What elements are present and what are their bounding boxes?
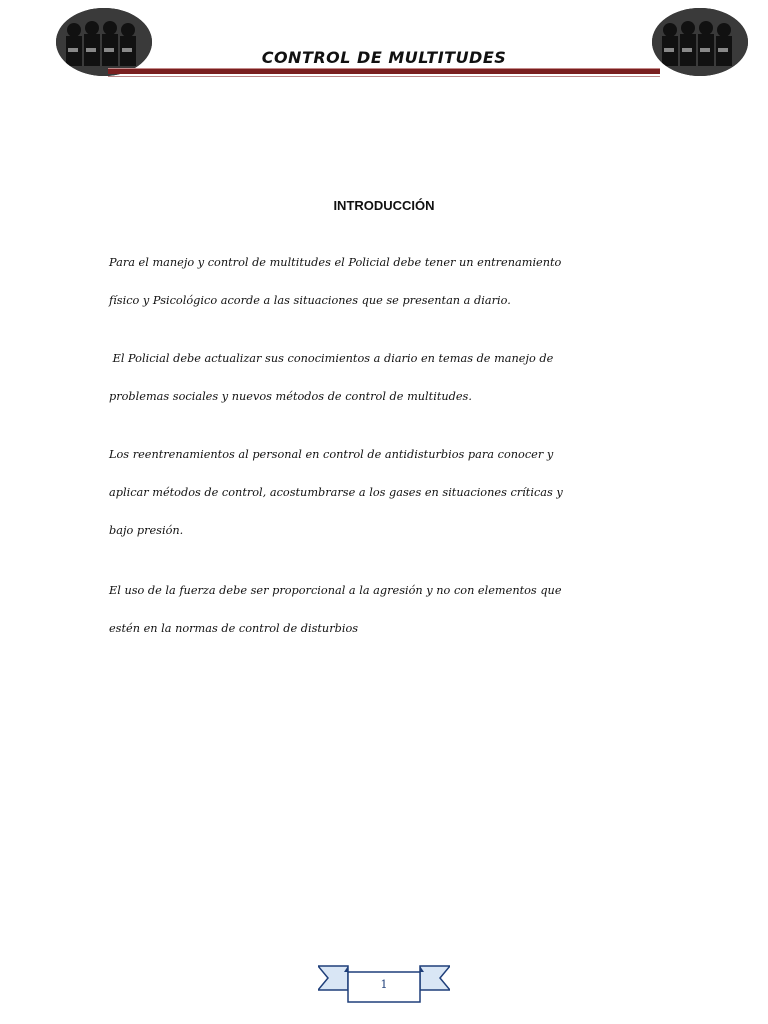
paragraph-line: Los reentrenamientos al personal en control de antidisturbios para conocer y (109, 448, 554, 461)
paragraph-3 (109, 436, 644, 550)
paragraph-line: El uso de la fuerza debe ser proporcional a la agresión y no con elementos que (109, 584, 562, 597)
section-title: INTRODUCCIÓN (333, 198, 435, 213)
header-title: CONTROL DE MULTITUDES (261, 48, 507, 67)
paragraph-line: problemas sociales y nuevos métodos de control de multitudes. (109, 390, 472, 403)
paragraph-2 (109, 340, 644, 416)
paragraph-line: físico y Psicológico acorde a las situaciones que se presentan a diario. (109, 294, 511, 307)
paragraph-line: aplicar métodos de control, acostumbrarse a los gases en situaciones críticas y (109, 486, 563, 499)
page-number: 1 (380, 978, 388, 991)
paragraph-line: estén en la normas de control de disturbios (109, 622, 359, 635)
header-rule-thin (108, 76, 660, 77)
paragraph-line: Para el manejo y control de multitudes el Policial debe tener un entrenamiento (109, 256, 562, 269)
paragraph-line: bajo presión. (109, 524, 184, 537)
paragraph-4 (109, 572, 644, 648)
paragraph-line: El Policial debe actualizar sus conocimientos a diario en temas de manejo de (109, 352, 554, 365)
paragraph-1 (109, 244, 644, 320)
page-number-badge (318, 960, 450, 1012)
header-rule (108, 68, 660, 74)
